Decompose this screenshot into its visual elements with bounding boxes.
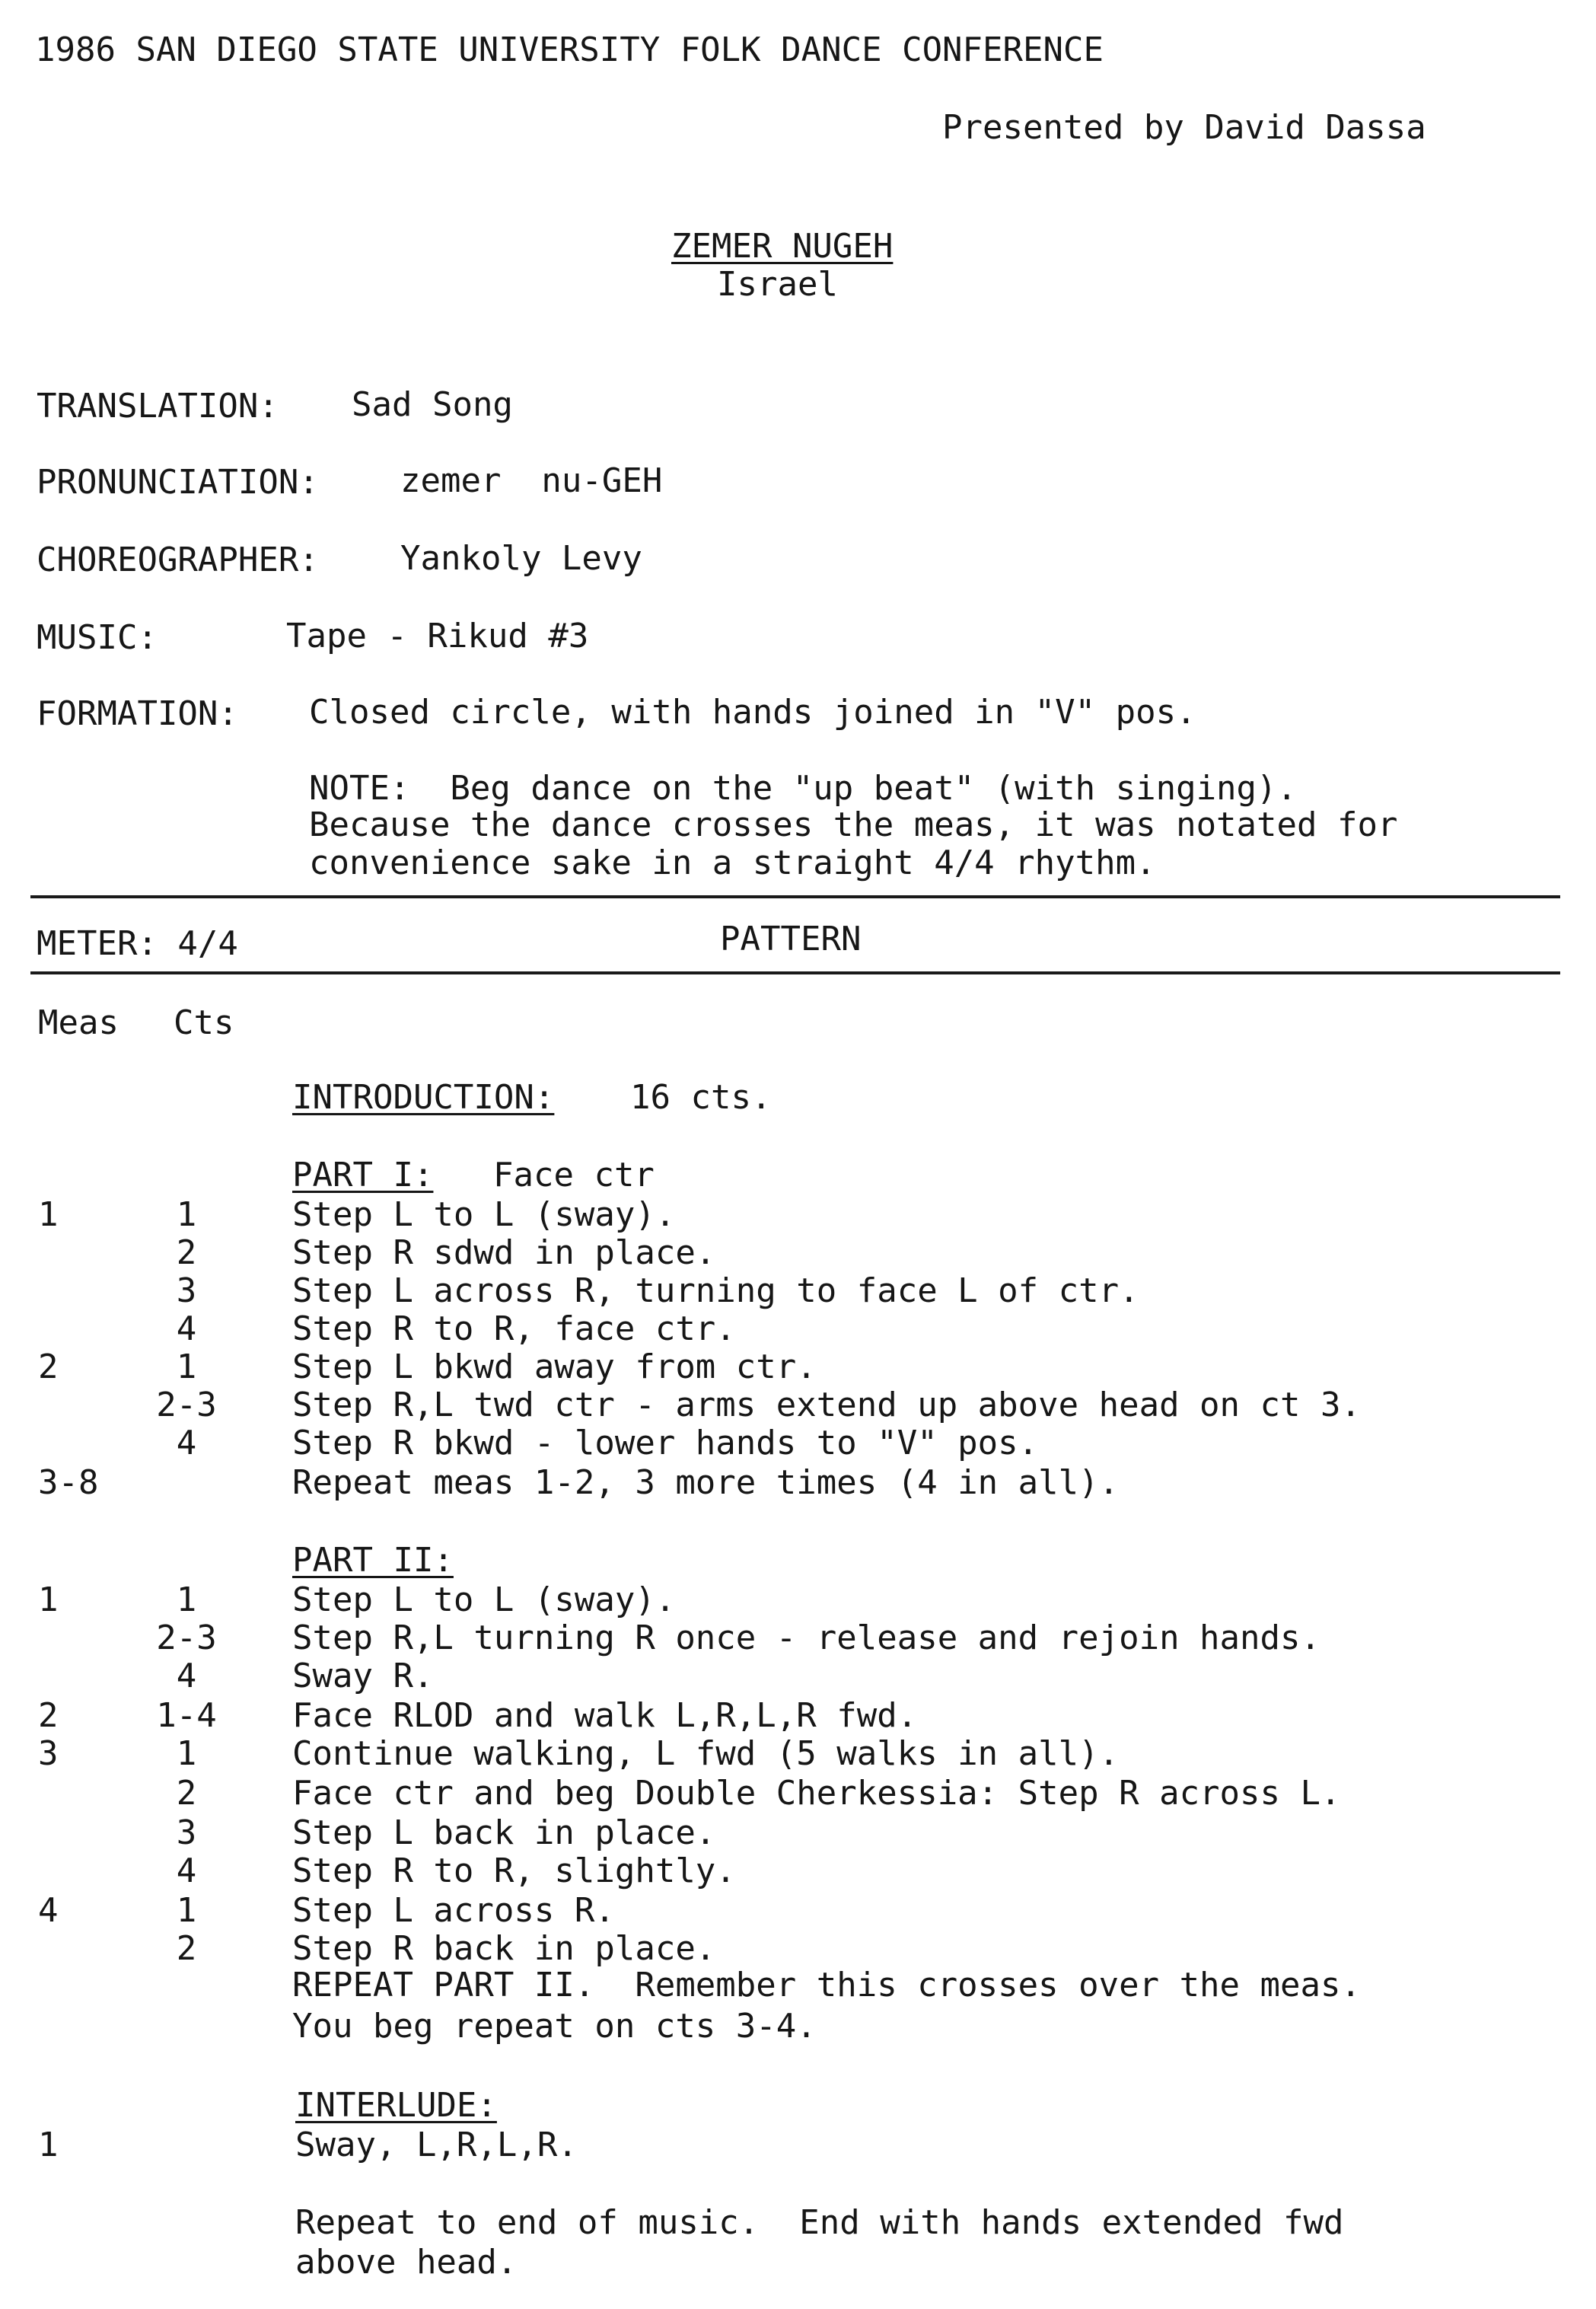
step-description: Step L back in place. (292, 1813, 716, 1852)
introduction-heading: INTRODUCTION: (292, 1078, 555, 1117)
meter-label: METER: 4/4 (37, 924, 238, 963)
note-line-2: Because the dance crosses the meas, it was notated for (309, 805, 1398, 844)
meas-column-header: Meas (38, 1003, 119, 1042)
interlude-heading: INTERLUDE: (295, 2086, 497, 2125)
formation-label: FORMATION: (37, 694, 238, 733)
step-description: You beg repeat on cts 3-4. (292, 2007, 817, 2046)
step-description: Step R bkwd - lower hands to "V" pos. (292, 1424, 1039, 1462)
meas-cell: 1 (38, 1580, 59, 1619)
step-row (0, 2007, 1596, 2048)
meas-cell: 4 (38, 1891, 59, 1930)
dance-country: Israel (717, 265, 838, 304)
step-row (0, 1424, 1596, 1465)
conference-title: 1986 SAN DIEGO STATE UNIVERSITY FOLK DANCE CONFERENCE (35, 30, 1104, 69)
step-row (0, 1929, 1596, 1970)
cts-cell: 1 (176, 1347, 197, 1386)
step-description: Step L across R, turning to face L of ctr. (292, 1271, 1139, 1310)
step-row (0, 1774, 1596, 1815)
step-row (0, 1696, 1596, 1737)
meas-cell: 3 (38, 1734, 59, 1773)
cts-cell: 4 (176, 1657, 197, 1695)
translation-value: Sad Song (352, 385, 513, 424)
step-row (0, 1891, 1596, 1932)
cts-cell: 1 (176, 1195, 197, 1234)
divider-bottom (30, 971, 1560, 974)
step-row (0, 1386, 1596, 1427)
divider-top (30, 895, 1560, 898)
step-row (0, 1619, 1596, 1660)
meas-cell: 1 (38, 1195, 59, 1234)
step-row (0, 1463, 1596, 1504)
step-description: Sway, L,R,L,R. (295, 2126, 578, 2164)
cts-cell: 2 (176, 1233, 197, 1272)
step-description: Sway R. (292, 1657, 434, 1695)
meas-cell: 2 (38, 1347, 59, 1386)
music-label: MUSIC: (37, 618, 158, 657)
step-row (0, 1233, 1596, 1274)
music-value: Tape - Rikud #3 (286, 617, 589, 655)
formation-value: Closed circle, with hands joined in "V" pos. (309, 693, 1196, 732)
cts-cell: 1-4 (156, 1696, 217, 1735)
step-description: Face RLOD and walk L,R,L,R fwd. (292, 1696, 918, 1735)
cts-cell: 4 (176, 1309, 197, 1348)
pronunciation-value: zemer nu-GEH (400, 461, 663, 500)
cts-cell: 4 (176, 1851, 197, 1890)
pronunciation-label: PRONUNCIATION: (37, 463, 319, 502)
step-description: Step L bkwd away from ctr. (292, 1347, 817, 1386)
step-description: Continue walking, L fwd (5 walks in all). (292, 1734, 1120, 1773)
cts-column-header: Cts (174, 1003, 234, 1042)
step-row (0, 1309, 1596, 1351)
step-description: Step R back in place. (292, 1929, 716, 1968)
step-description: Step R sdwd in place. (292, 1233, 716, 1272)
choreographer-value: Yankoly Levy (400, 539, 642, 578)
step-description: Step R to R, slightly. (292, 1851, 736, 1890)
cts-cell: 4 (176, 1424, 197, 1462)
introduction-value: 16 cts. (630, 1078, 772, 1117)
dance-title: ZEMER NUGEH (671, 227, 894, 266)
step-description: Step R to R, face ctr. (292, 1309, 736, 1348)
step-row (0, 1851, 1596, 1893)
part2-heading: PART II: (292, 1541, 454, 1580)
part1-heading: PART I: (292, 1156, 434, 1194)
presenter-line: Presented by David Dassa (942, 108, 1426, 147)
meas-cell: 3-8 (38, 1463, 99, 1502)
step-row (0, 1966, 1596, 2007)
step-row (0, 1657, 1596, 1698)
note-line-3: convenience sake in a straight 4/4 rhythm. (309, 844, 1156, 882)
translation-label: TRANSLATION: (37, 387, 279, 426)
cts-cell: 3 (176, 1813, 197, 1852)
choreographer-label: CHOREOGRAPHER: (37, 541, 319, 579)
step-row (0, 1347, 1596, 1389)
step-description: Step L across R. (292, 1891, 615, 1930)
step-row (0, 1734, 1596, 1775)
meas-cell: 2 (38, 1696, 59, 1735)
pattern-heading: PATTERN (720, 920, 862, 958)
step-row (0, 1813, 1596, 1855)
cts-cell: 2 (176, 1774, 197, 1813)
step-description: Step L to L (sway). (292, 1195, 676, 1234)
cts-cell: 1 (176, 1891, 197, 1930)
step-description: Step R,L turning R once - release and rejoin hands. (292, 1619, 1321, 1657)
cts-cell: 2-3 (156, 1386, 217, 1424)
cts-cell: 3 (176, 1271, 197, 1310)
step-row (0, 1271, 1596, 1312)
meas-cell: 1 (38, 2126, 59, 2164)
part1-subtitle: Face ctr (493, 1156, 655, 1194)
cts-cell: 1 (176, 1580, 197, 1619)
step-row (0, 1195, 1596, 1236)
step-row (0, 2126, 1596, 2167)
step-description: Step R,L twd ctr - arms extend up above head on ct 3. (292, 1386, 1361, 1424)
step-description: Step L to L (sway). (292, 1580, 676, 1619)
step-description: Face ctr and beg Double Cherkessia: Step R across L. (292, 1774, 1341, 1813)
ending-line-2: above head. (295, 2243, 518, 2282)
step-description: REPEAT PART II. Remember this crosses over the meas. (292, 1966, 1361, 2004)
step-row (0, 1580, 1596, 1622)
cts-cell: 2-3 (156, 1619, 217, 1657)
note-line-1: NOTE: Beg dance on the "up beat" (with singing). (309, 769, 1298, 808)
step-description: Repeat meas 1-2, 3 more times (4 in all). (292, 1463, 1120, 1502)
cts-cell: 1 (176, 1734, 197, 1773)
ending-line-1: Repeat to end of music. End with hands extended fwd (295, 2203, 1344, 2242)
cts-cell: 2 (176, 1929, 197, 1968)
